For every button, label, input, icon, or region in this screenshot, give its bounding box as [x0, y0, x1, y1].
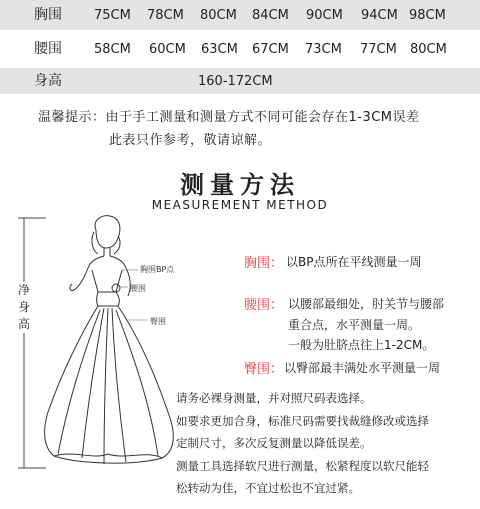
size-cell: 77CM	[360, 42, 397, 57]
notice-line-1: 温馨提示：由于手工测量和测量方式不同可能会存在1-3CM误差	[38, 110, 420, 125]
instruction-line: 请务必裸身测量，并对照尺码表选择。	[176, 391, 372, 405]
section-subtitle: MEASUREMENT METHOD	[151, 198, 329, 212]
instruction-line: 松转动为佳，不宜过松也不宜过紧。	[176, 481, 360, 495]
size-cell: 98CM	[409, 8, 446, 23]
size-cell: 90CM	[306, 8, 343, 23]
waist-method-text-1: 以腰部最细处，肘关节与腰部	[288, 297, 445, 311]
height-row-label: 身高	[34, 73, 62, 89]
size-cell: 58CM	[94, 42, 131, 57]
size-cell: 94CM	[361, 8, 398, 23]
size-cell: 75CM	[94, 8, 131, 23]
size-cell: 160-172CM	[198, 74, 273, 89]
instruction-line: 如要求更加合身，标准尺码需要找裁缝修改或选择	[176, 414, 429, 428]
size-cell: 80CM	[410, 42, 447, 57]
hip-method-name: 臀围：	[244, 362, 284, 377]
section-title: 测量方法	[180, 171, 300, 199]
bust-row-label: 胸围	[34, 7, 62, 23]
size-cell: 60CM	[149, 42, 186, 57]
instruction-line: 测量工具选择软尺进行测量，松紧程度以软尺能轻	[176, 459, 429, 473]
hip-point-label: 臀围	[150, 317, 166, 326]
size-cell: 84CM	[252, 8, 289, 23]
dress-figure-illustration	[34, 212, 184, 472]
size-cell: 63CM	[201, 42, 238, 57]
waist-method-name: 腰围：	[244, 298, 284, 313]
size-cell: 67CM	[252, 42, 289, 57]
waist-row	[0, 30, 480, 68]
waist-method-text-3: 一般为肚脐点往上1-2CM。	[288, 338, 435, 352]
bust-row	[0, 0, 480, 30]
size-cell: 78CM	[147, 8, 184, 23]
notice-line-2: 此表只作参考，敬请谅解。	[109, 133, 272, 148]
bust-point-label: 胸围BP点	[140, 265, 175, 274]
hip-method-text: 以臀部最丰满处水平测量一周	[284, 361, 441, 375]
instruction-line: 定制尺寸，多次反复测量以降低误差。	[176, 436, 372, 450]
waist-method-text-2: 重合点，水平测量一周。	[288, 318, 421, 332]
bust-method-name: 胸围：	[244, 256, 284, 271]
size-cell: 80CM	[200, 8, 237, 23]
height-label: 净身高	[17, 283, 30, 331]
size-cell: 73CM	[305, 42, 342, 57]
waist-row-label: 腰围	[34, 41, 62, 57]
waist-point-label: 腰围	[130, 284, 146, 293]
bust-method-text: 以BP点所在平线测量一周	[286, 255, 422, 269]
height-row	[0, 68, 480, 94]
